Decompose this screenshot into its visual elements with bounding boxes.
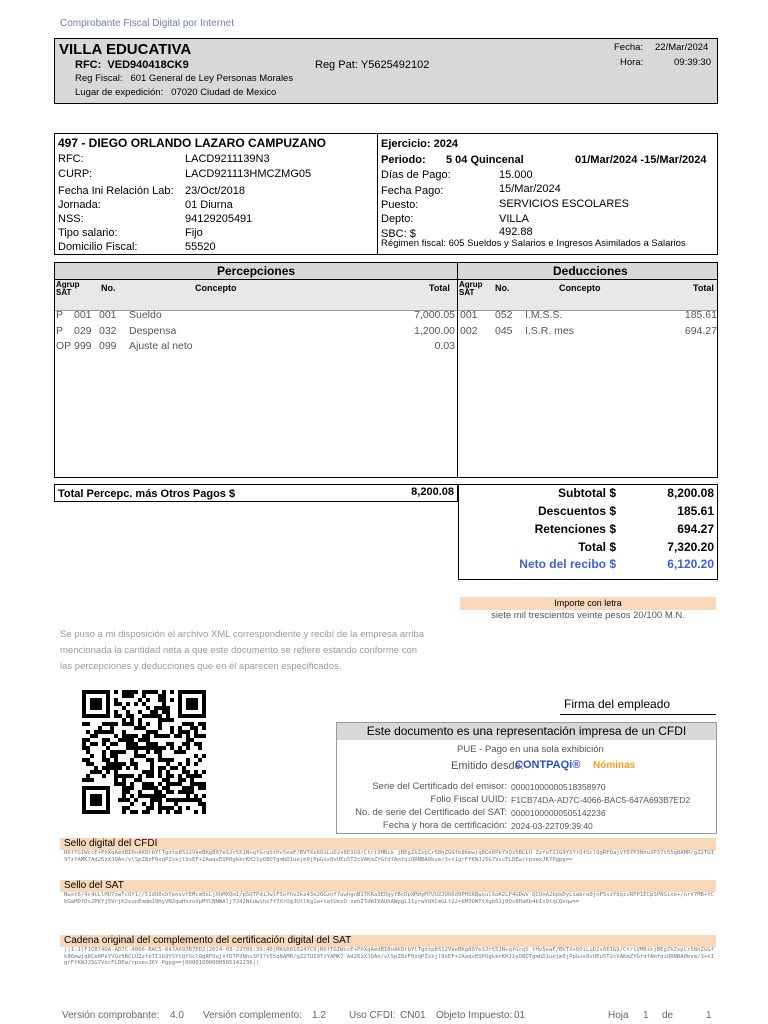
percep-total-value: 8,200.08 [411, 486, 454, 498]
regimen-fiscal: Régimen fiscal: 605 Sueldos y Salarios e Ingresos Asimilados a Salarios [381, 238, 686, 249]
company-rfc-value: VED940418CK9 [107, 59, 189, 71]
totals-panel [54, 484, 718, 580]
employee-right-label: SBC: $ [381, 228, 416, 240]
percepcion-concepto: Despensa [129, 325, 177, 337]
employee-right-value: SERVICIOS ESCOLARES [499, 198, 630, 210]
employee-right-value: VILLA [499, 213, 529, 225]
percep-total-label: Total Percepc. más Otros Pagos $ [58, 488, 236, 500]
neto-value: 6,120.20 [667, 557, 714, 571]
cfdi-field-label: Fecha y hora de certificación: [382, 820, 507, 831]
company-rfc-label: RFC: [75, 59, 102, 71]
cadena-title: Cadena original del complemento del certificación digital del SAT [60, 935, 716, 947]
table-divider [457, 263, 458, 477]
employee-right-label: Días de Pago: [381, 169, 451, 181]
percepcion-sat: 999 [74, 340, 92, 352]
col-total: Total [429, 283, 450, 293]
employee-field-label: CURP: [58, 168, 93, 180]
deduccion-total: 185.61 [684, 309, 717, 321]
percepcion-concepto: Ajuste al neto [129, 340, 193, 352]
employee-field-value: 23/Oct/2018 [185, 185, 245, 197]
employee-field-label: Fecha Ini Relación Lab: [58, 185, 174, 197]
employee-field-label: RFC: [58, 153, 84, 165]
employee-right-label: Depto: [381, 213, 414, 225]
percepcion-no: 001 [99, 309, 117, 321]
sello-sat-title: Sello del SAT [60, 880, 716, 892]
fecha-value: 22/Mar/2024 [655, 42, 709, 53]
employee-right-value: 15.000 [499, 169, 533, 181]
total-value: 7,320.20 [667, 540, 714, 554]
employee-field-value: LACD921113HMCZMG05 [185, 168, 312, 180]
sello-cfdi-text: R6fTGIWccE+PhXqAedBI0oAKQtbYlTgdtp8S12VkeBKg807eSJr551N+qfGrqStHv5eaF/BVTXs6OiLuD2s6E1G9/CtriVMBik jBEgZkZxpCr58hZGGfk86mwjq8Ce0PkYVQz5BCLU ZzfeTI1G9YSYtQfSclQgRFOajVfD7P3Nhu3P37t55q8AMR/gZ2TUI9TzYAMK7Ad26zXJQAn/vlSpZ8zF0xqPZskjl9xEF+2AaqvEQPOgkkrKHJ1yO8OTgmbD1uejm0jPpGos8vUEu5T2cVAKmZYGfdfAmfqiQRNBA0bvm/3+n1grFfKWJJ5G7VscFLDEw/rpxexJKYPgpg== [64, 850, 714, 863]
deduccion-sat: 001 [460, 309, 478, 321]
deducciones-title: Deducciones [553, 264, 628, 278]
percepcion-agrup: OP [56, 340, 72, 352]
footer-uso: CN01 [400, 1010, 426, 1021]
employee-field-value: LACD9211139N3 [185, 153, 270, 165]
percepcion-no: 099 [99, 340, 117, 352]
employee-right-value: 492.88 [499, 226, 533, 238]
retenciones-label: Retenciones $ [534, 522, 616, 536]
periodo-rango: 01/Mar/2024 -15/Mar/2024 [575, 154, 707, 166]
cfdi-field-value: 2024-03-22T09:39:40 [511, 821, 593, 831]
cfdi-field-label: Serie del Certificado del emisor: [372, 781, 507, 792]
percepcion-no: 032 [99, 325, 117, 337]
cfdi-field-value: 00001000000518358970 [511, 782, 606, 792]
company-panel [54, 38, 718, 104]
col-agrup-sat: Agrup SAT [56, 280, 80, 297]
employee-field-value: 94129205491 [185, 213, 253, 225]
percepcion-agrup: P [56, 325, 64, 337]
employee-field-value: 55520 [185, 241, 216, 253]
percepcion-sat: 001 [74, 309, 92, 321]
reg-fiscal-label: Reg Fiscal: [75, 73, 123, 84]
sello-sat-text: Nwst6/4c4tLlHU7owTcOf1//51dO0sbYenvvfEMcm0sLjXhMXQm1/pSQTPdiJwlFSoYhv2kz43e2GGzof7uwhgnB1TKRa3EOgyfBcDpXMdyM7UUZJOO6d9PHSKBwsulSoA2LP4GDwV QCUnA2bpkDyLiwbra0joP5szf8qivRPP1ECpSPNSixk+/nrV7MB+YCbGaHDfDs2PKYj5VrjK2vunEmdm19HyVNZqwHxzoVpMYCNNWAlj7J42Nkdwihx7f7XrUgJUtlKg1a+tatUezO sehITdWIVAUhAWpgL11yrwVdXCmGLt22+bM3OWTtXgb61j0Qs8HaKb4bIs9tqCQxqw== [64, 892, 714, 905]
cadena-text: ||1.1|F1CB74DA-AD7C-4066-BAC5-647A693B7ED2|2024-03-22T09:39:40|MAS0810247C0|R6fTGIWccE+PhXqAedBI0oAKQtbYlTgdtp8S12VkeBKg807eSJr551N+qfGrqS tHv5eaF/BVTXs6OiLuD2s6E1G9/CtriVMBikjBEgZkZxpCr58hZGGfk86mwjq8Ce0PkYVQz5BCLUZzfeTI1G9YSYtQfSclQgRFOajVfD7P3Nhu3P37t55q8AMR/gZ2TUI9TzYAMK7 Ad26zXJQAn/vlSpZ8zF0xqPZskjl9xEF+2AaqvEQPOgkkrKHJ1yO8OTgmbD1uejm0jPpGos8vUEu5T2cVAKmZYGfdfAmfqiQRNBA0bvm/3+n1grFfKWJJ5G7VscFLDEw/rpxexJKY Pgpg==|00001000000505142236|| [64, 947, 714, 966]
total-label: Total $ [578, 540, 616, 554]
company-lugar [75, 87, 276, 98]
percepciones-title: Percepciones [217, 264, 296, 278]
table-column-header [55, 280, 717, 311]
percepcion-total: 0.03 [434, 340, 455, 352]
cfdi-emitido-label: Emitido desde: [451, 760, 524, 772]
document-title: Comprobante Fiscal Digital por Internet [60, 18, 234, 29]
deduccion-concepto: I.S.R. mes [525, 325, 575, 337]
reg-fiscal-value: 601 General de Ley Personas Morales [130, 73, 294, 84]
subtotal-label: Subtotal $ [557, 486, 616, 500]
employee-name: 497 - DIEGO ORLANDO LAZARO CAMPUZANO [58, 136, 327, 150]
footer-version: 4.0 [170, 1010, 184, 1021]
cfdi-title: Este documento es una representación impresa de un CFDI [337, 723, 716, 740]
company-reg-fiscal [75, 73, 293, 84]
importe-text: siete mil trescientos veinte pesos 20/100 M.N. [491, 610, 685, 621]
employee-right-label: Puesto: [381, 199, 419, 211]
col-concepto-ded: Concepto [559, 283, 601, 293]
col-agrup-sat-ded: Agrup SAT [459, 280, 483, 297]
footer-hoja: 1 [643, 1010, 649, 1021]
footer-complemento: 1.2 [312, 1010, 326, 1021]
company-regpat [315, 59, 429, 71]
lugar-value: 07020 Ciudad de Mexico [171, 87, 277, 98]
footer-version-label: Versión comprobante: [62, 1010, 160, 1021]
percepcion-sat: 029 [74, 325, 92, 337]
deduccion-sat: 002 [460, 325, 478, 337]
col-no-ded: No. [495, 283, 510, 293]
employee-divider [377, 134, 378, 254]
footer-de-label: de [662, 1010, 674, 1021]
employee-field-label: NSS: [58, 213, 84, 225]
employee-panel [54, 133, 718, 255]
deduccion-no: 045 [495, 325, 513, 337]
footer-de: 1 [706, 1010, 712, 1021]
descuentos-value: 185.61 [677, 504, 714, 518]
footer-objeto: 01 [514, 1010, 526, 1021]
cfdi-field-value: F1CB74DA-AD7C-4066-BAC5-647A693B7ED2 [511, 795, 691, 805]
periodo-label: Periodo: [381, 154, 426, 166]
employee-right-label: Fecha Pago: [381, 185, 444, 197]
employee-right-value: 15/Mar/2024 [499, 183, 561, 195]
percepcion-concepto: Sueldo [129, 309, 162, 321]
cfdi-panel [336, 722, 717, 834]
footer-hoja-label: Hoja [608, 1010, 629, 1021]
subtotal-value: 8,200.08 [667, 486, 714, 500]
footer-uso-label: Uso CFDI: [349, 1010, 396, 1021]
cfdi-pago: PUE - Pago en una sola exhibición [457, 744, 604, 755]
qr-code-icon [82, 690, 206, 814]
firma-label: Firma del empleado [564, 697, 671, 711]
deduccion-total: 694.27 [684, 325, 717, 337]
employee-field-value: 01 Diurna [185, 199, 233, 211]
employee-field-label: Domicilio Fiscal: [58, 241, 138, 253]
employee-field-value: Fijo [185, 227, 203, 239]
ejercicio: Ejercicio: 2024 [381, 138, 459, 150]
retenciones-value: 694.27 [677, 522, 714, 536]
percepcion-agrup: P [56, 309, 64, 321]
importe-label: Importe con letra [460, 597, 716, 610]
company-rfc [75, 59, 189, 71]
fecha-label: Fecha: [614, 42, 644, 53]
percepcion-total: 1,200.00 [414, 325, 455, 337]
col-no: No. [101, 283, 116, 293]
nominas-brand: Nóminas [593, 760, 636, 771]
footer-complemento-label: Versión complemento: [203, 1010, 302, 1021]
concepts-table [54, 262, 718, 478]
cfdi-field-value: 00001000000505142236 [511, 808, 606, 818]
cfdi-field-label: No. de serie del Certificado del SAT: [355, 807, 507, 818]
deduccion-concepto: I.M.S.S. [525, 309, 563, 321]
periodo-value: 5 04 Quincenal [446, 154, 524, 166]
employee-field-label: Tipo salario: [58, 227, 118, 239]
hora-label: Hora: [620, 57, 644, 68]
col-total-ded: Total [693, 283, 714, 293]
sello-cfdi-title: Sello digital del CFDI [60, 838, 716, 850]
hora-value: 09:39:30 [674, 57, 711, 68]
descuentos-label: Descuentos $ [537, 504, 616, 518]
company-regpat-value: Y5625492102 [360, 59, 430, 71]
col-concepto: Concepto [195, 283, 237, 293]
company-name: VILLA EDUCATIVA [59, 41, 192, 58]
legal-text: Se puso a mi disposición el archivo XML correspondiente y recibí de la empresa arriba mencionada la cantidad neta a que este documento se refiere estando conforme con las percepciones y deducciones que en él aparecen especificados. [60, 629, 424, 672]
footer-objeto-label: Objeto Impuesto: [436, 1010, 513, 1021]
deduccion-no: 052 [495, 309, 513, 321]
employee-field-label: Jornada: [58, 199, 101, 211]
contpaqi-logo: CONTPAQi® [515, 759, 581, 771]
firma-line [560, 714, 716, 715]
neto-label: Neto del recibo $ [519, 557, 616, 571]
company-regpat-label: Reg Pat: [315, 59, 358, 71]
percepcion-total: 7,000.05 [414, 309, 455, 321]
lugar-label: Lugar de expedición: [75, 87, 164, 98]
cfdi-field-label: Folio Fiscal UUID: [430, 794, 507, 805]
